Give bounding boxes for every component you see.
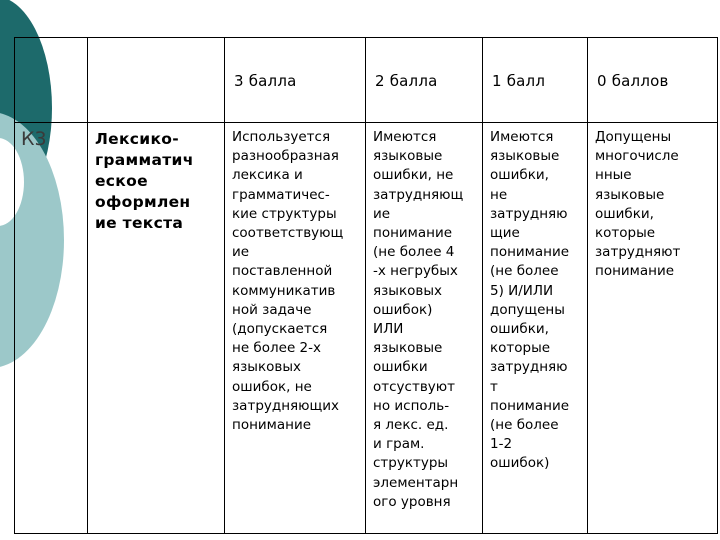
text-line: оформлен — [95, 193, 191, 211]
criterion-code: К3 — [15, 123, 88, 534]
text-line: 1-2 — [490, 436, 513, 453]
text-line: не — [490, 186, 508, 203]
text-line: (не более — [490, 263, 559, 280]
header-score-0: 0 баллов — [588, 38, 718, 123]
text-line: 5) И/ИЛИ — [490, 282, 554, 299]
text-line: ошибки, — [490, 321, 549, 338]
text-line: языковые — [373, 148, 443, 165]
text-line: кие структуры — [232, 205, 337, 222]
header-score-3: 3 балла — [225, 38, 366, 123]
assessment-table — [14, 37, 718, 534]
text-line: ошибки, — [490, 167, 549, 184]
text-line: не более 2-х — [232, 340, 321, 357]
header-score-1: 1 балл — [483, 38, 588, 123]
text-line: поставленной — [232, 263, 333, 280]
table-row — [15, 123, 718, 534]
table-header-row — [15, 38, 718, 123]
text-line: языковые — [595, 186, 665, 203]
text-line: я лекс. ед. — [373, 417, 449, 434]
text-line: ошибок) — [490, 455, 550, 472]
text-line: языковых — [232, 359, 301, 376]
text-line: элементарн — [373, 474, 459, 491]
text-line: щие — [490, 225, 520, 242]
text-line: понимание — [490, 397, 570, 414]
text-line: допущены — [490, 301, 565, 318]
text-line: структуры — [373, 455, 449, 472]
text-line: ие — [373, 205, 391, 222]
text-line: Допущены — [595, 129, 672, 145]
text-line: ошибки — [373, 359, 428, 376]
header-empty-code — [15, 38, 88, 123]
text-line: затрудняю — [490, 359, 568, 376]
text-line: (допускается — [232, 321, 328, 338]
text-line: -х негрубых — [373, 263, 458, 280]
text-line: коммуникатив — [232, 282, 336, 299]
text-line: ие — [232, 244, 250, 261]
text-line: языковые — [490, 148, 560, 165]
text-line: языковых — [373, 282, 442, 299]
text-line: затрудняющ — [373, 186, 464, 203]
text-line: Лексико- — [95, 130, 179, 148]
text-line: (не более 4 — [373, 244, 455, 261]
text-line: ие текста — [95, 214, 184, 232]
text-line: лексика и — [232, 167, 303, 184]
text-line: которые — [595, 225, 656, 242]
score-3-description — [225, 123, 366, 534]
text-line: грамматич — [95, 151, 194, 169]
score-2-description — [366, 123, 483, 534]
text-line: разнообразная — [232, 148, 339, 165]
criterion-name — [88, 123, 225, 534]
text-line: соответствующ — [232, 225, 344, 242]
text-line: т — [490, 378, 498, 395]
text-line: многочисле — [595, 148, 679, 165]
text-line: понимание — [490, 244, 570, 261]
text-line: затрудняю — [490, 205, 568, 222]
score-0-description — [588, 123, 718, 534]
text-line: ошибок) — [373, 301, 433, 318]
text-line: понимание — [232, 417, 312, 434]
text-line: и грам. — [373, 436, 425, 453]
text-line: но исполь- — [373, 397, 450, 414]
header-score-2: 2 балла — [366, 38, 483, 123]
text-line: которые — [490, 340, 551, 357]
text-line: понимание — [595, 263, 675, 280]
text-line: языковые — [373, 340, 443, 357]
text-line: грамматичес- — [232, 186, 330, 203]
text-line: затрудняющих — [232, 397, 339, 414]
text-line: (не более — [490, 417, 559, 434]
header-empty-criterion — [88, 38, 225, 123]
text-line: Имеются — [490, 129, 554, 145]
text-line: понимание — [373, 225, 453, 242]
text-line: нные — [595, 167, 632, 184]
text-line: Используется — [232, 129, 331, 145]
text-line: затрудняют — [595, 244, 681, 261]
text-line: ИЛИ — [373, 321, 404, 338]
text-line: отсуствуют — [373, 378, 455, 395]
text-line: ошибки, — [595, 205, 654, 222]
text-line: Имеются — [373, 129, 437, 145]
text-line: ошибки, не — [373, 167, 454, 184]
text-line: еское — [95, 172, 148, 190]
text-line: ошибок, не — [232, 378, 312, 395]
score-1-description — [483, 123, 588, 534]
text-line: ной задаче — [232, 301, 312, 318]
text-line: ого уровня — [373, 493, 451, 510]
